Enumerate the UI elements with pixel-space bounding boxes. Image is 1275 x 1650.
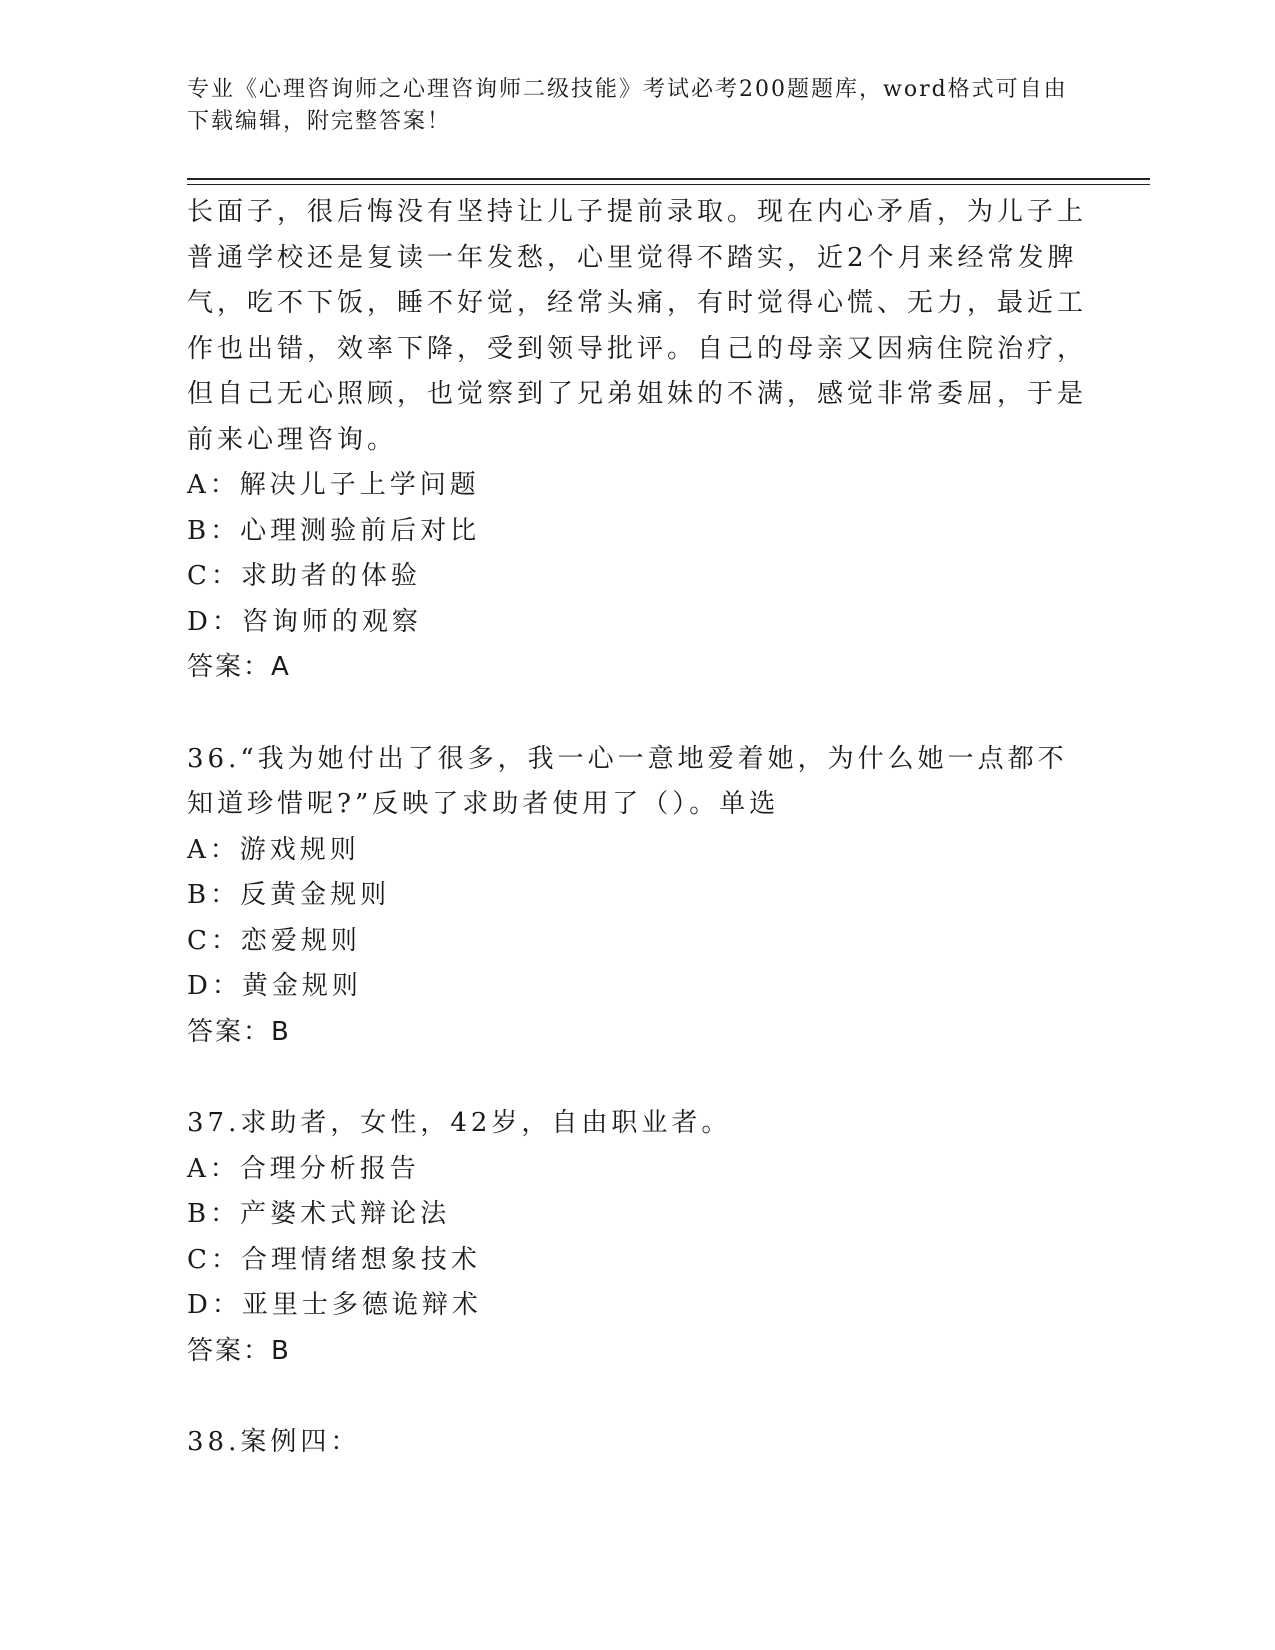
option-d: D：咨询师的观察: [187, 606, 422, 637]
option-b: B：反黄金规则: [187, 880, 391, 910]
question-text: 38.案例四：: [187, 1427, 361, 1457]
option-a: A：游戏规则: [187, 834, 360, 865]
option-b: B：心理测验前后对比: [187, 515, 481, 546]
question-text: 长面子，很后悔没有坚持让儿子提前录取。现在内心矛盾，为儿子上普通学校还是复读一年发愁，心里觉得不踏实，近2个月来经常发脾气，吃不下饭，睡不好觉，经常头痛，有时觉得心慌、无力，最近工作也出错，效率下降，受到领导批评。自己的母亲又因病住院治疗，但自己无心照顾，也觉察到了兄弟姐妹的不满，感觉非常委屈，于是前来心理咨询。: [187, 197, 1088, 455]
spacer: [187, 691, 1087, 737]
option-a: A：解决儿子上学问题: [187, 470, 480, 500]
option-d: D：黄金规则: [187, 971, 362, 1001]
document-body: [187, 190, 1087, 1466]
header-divider-thick: [187, 178, 1150, 180]
option-d: D：亚里士多德诡辩术: [187, 1290, 482, 1320]
spacer: [187, 1055, 1087, 1101]
question-38: [187, 1420, 1087, 1466]
option-c: C：恋爱规则: [187, 925, 361, 956]
option-a: A：合理分析报告: [187, 1153, 420, 1184]
spacer: [187, 1374, 1087, 1420]
question-37: [187, 1101, 1087, 1374]
question-36: [187, 737, 1087, 1056]
question-text: 37.求助者，女性，42岁，自由职业者。: [187, 1108, 732, 1138]
header-divider-thin: [187, 184, 1150, 185]
question-text: 36.“我为她付出了很多，我一心一意地爱着她，为什么她一点都不知道珍惜呢?”反映了求助者使用了（）。单选: [187, 743, 1068, 819]
answer-line: 答案：B: [187, 1016, 291, 1047]
answer-line: 答案：B: [187, 1335, 291, 1366]
option-c: C：合理情绪想象技术: [187, 1244, 481, 1275]
page-header-title: 专业《心理咨询师之心理咨询师二级技能》考试必考200题题库，word格式可自由下载编辑，附完整答案！: [187, 77, 1068, 134]
answer-line: 答案：A: [187, 652, 291, 682]
option-b: B：产婆术式辩论法: [187, 1199, 451, 1229]
question-continuation: [187, 190, 1087, 691]
option-c: C：求助者的体验: [187, 561, 421, 591]
